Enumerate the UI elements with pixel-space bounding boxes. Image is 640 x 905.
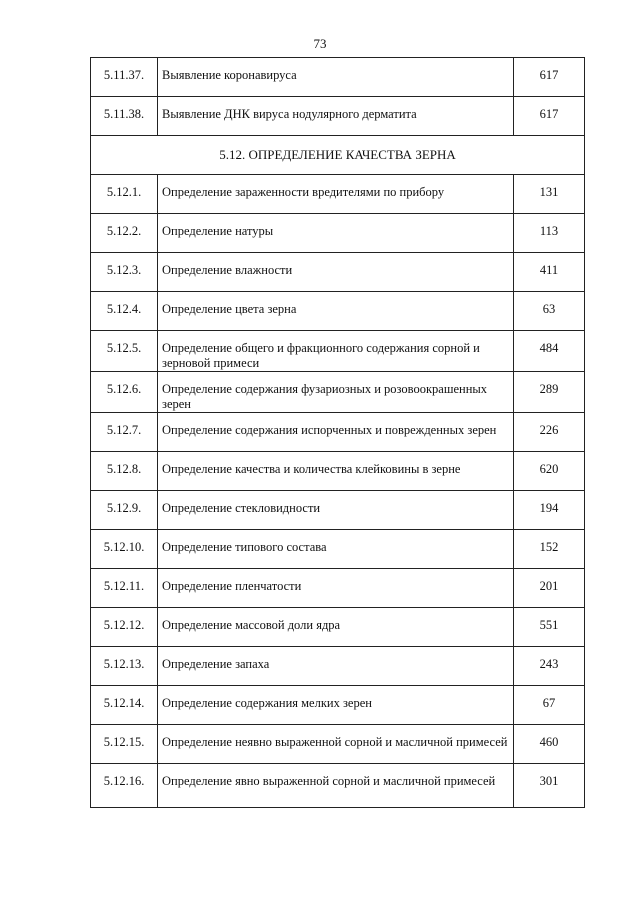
service-price: 113 [514, 214, 585, 253]
service-code: 5.12.3. [91, 253, 158, 292]
service-description: Определение явно выраженной сорной и масличной примесей [158, 764, 514, 808]
table-row [91, 331, 585, 372]
service-code: 5.12.9. [91, 491, 158, 530]
service-description: Определение зараженности вредителями по прибору [158, 175, 514, 214]
table-row [91, 175, 585, 214]
price-table [90, 57, 585, 808]
service-description: Определение неявно выраженной сорной и масличной примесей [158, 725, 514, 764]
table-row [91, 413, 585, 452]
service-description: Определение пленчатости [158, 569, 514, 608]
section-header-row [91, 136, 585, 175]
service-price: 460 [514, 725, 585, 764]
service-code: 5.12.16. [91, 764, 158, 808]
service-price: 411 [514, 253, 585, 292]
service-code: 5.11.37. [91, 58, 158, 97]
service-description: Определение содержания испорченных и поврежденных зерен [158, 413, 514, 452]
service-code: 5.12.10. [91, 530, 158, 569]
service-price: 201 [514, 569, 585, 608]
service-code: 5.12.6. [91, 372, 158, 413]
service-description: Определение цвета зерна [158, 292, 514, 331]
table-row [91, 530, 585, 569]
service-price: 301 [514, 764, 585, 808]
service-description: Выявление ДНК вируса нодулярного дерматита [158, 97, 514, 136]
service-description: Определение типового состава [158, 530, 514, 569]
table-row [91, 725, 585, 764]
table-row [91, 686, 585, 725]
table-row [91, 292, 585, 331]
service-description: Определение содержания мелких зерен [158, 686, 514, 725]
service-code: 5.12.4. [91, 292, 158, 331]
service-price: 63 [514, 292, 585, 331]
service-description: Определение влажности [158, 253, 514, 292]
service-code: 5.12.12. [91, 608, 158, 647]
service-code: 5.12.14. [91, 686, 158, 725]
service-price: 617 [514, 58, 585, 97]
service-price: 131 [514, 175, 585, 214]
service-description: Выявление коронавируса [158, 58, 514, 97]
table-row [91, 97, 585, 136]
service-description: Определение стекловидности [158, 491, 514, 530]
service-description: Определение запаха [158, 647, 514, 686]
service-code: 5.12.2. [91, 214, 158, 253]
service-code: 5.12.13. [91, 647, 158, 686]
service-price: 551 [514, 608, 585, 647]
service-price: 617 [514, 97, 585, 136]
service-description: Определение общего и фракционного содержания сорной и зерновой примеси [158, 331, 514, 372]
section-rows [91, 175, 585, 808]
service-code: 5.12.7. [91, 413, 158, 452]
table-row [91, 569, 585, 608]
service-price: 194 [514, 491, 585, 530]
service-price: 67 [514, 686, 585, 725]
table-row [91, 764, 585, 808]
service-description: Определение качества и количества клейковины в зерне [158, 452, 514, 491]
section-title: 5.12. ОПРЕДЕЛЕНИЕ КАЧЕСТВА ЗЕРНА [91, 136, 585, 175]
table-row [91, 608, 585, 647]
service-price: 226 [514, 413, 585, 452]
service-code: 5.12.11. [91, 569, 158, 608]
table-row [91, 214, 585, 253]
service-code: 5.12.5. [91, 331, 158, 372]
service-price: 152 [514, 530, 585, 569]
service-price: 289 [514, 372, 585, 413]
table-row [91, 372, 585, 413]
table-row [91, 491, 585, 530]
service-price: 484 [514, 331, 585, 372]
table-row [91, 58, 585, 97]
table-row [91, 452, 585, 491]
service-code: 5.12.1. [91, 175, 158, 214]
service-price: 243 [514, 647, 585, 686]
service-code: 5.12.8. [91, 452, 158, 491]
service-description: Определение содержания фузариозных и розовоокрашенных зерен [158, 372, 514, 413]
service-description: Определение массовой доли ядра [158, 608, 514, 647]
table-row [91, 253, 585, 292]
page-number: 73 [313, 36, 327, 51]
service-code: 5.12.15. [91, 725, 158, 764]
service-code: 5.11.38. [91, 97, 158, 136]
service-description: Определение натуры [158, 214, 514, 253]
service-price: 620 [514, 452, 585, 491]
table-row [91, 647, 585, 686]
